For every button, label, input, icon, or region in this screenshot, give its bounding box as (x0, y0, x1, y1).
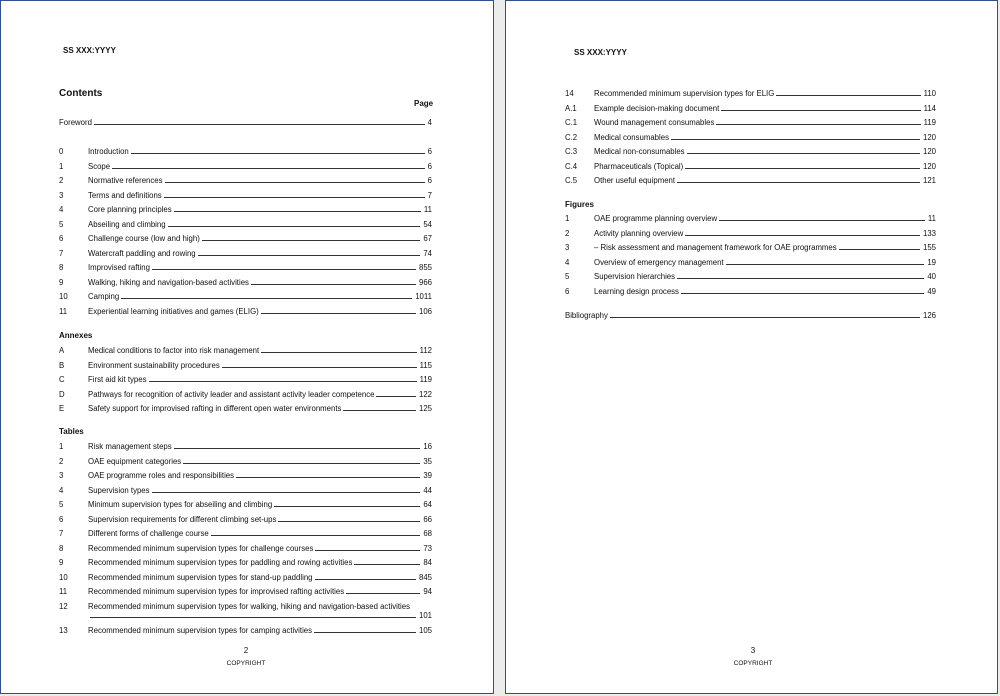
toc-entry-title: Activity planning overview (594, 228, 684, 238)
toc-entry-title: OAE programme roles and responsibilities (88, 471, 235, 481)
annexes-list (59, 346, 432, 419)
toc-entry[interactable] (565, 133, 936, 148)
toc-entry-page: 155 (922, 243, 936, 253)
toc-entry-number: 11 (59, 587, 68, 597)
dot-leader (274, 506, 420, 507)
toc-entry[interactable] (59, 375, 432, 390)
toc-entry[interactable] (59, 292, 432, 307)
toc-entry-page: 966 (418, 277, 432, 287)
tables-list (59, 442, 432, 602)
toc-entry-title: Introduction (88, 147, 129, 156)
dot-leader (726, 264, 925, 265)
dot-leader (685, 235, 920, 236)
toc-entry[interactable] (59, 307, 432, 322)
page-number: 3 (750, 646, 756, 655)
toc-entry-page: 35 (423, 456, 432, 466)
copyright-notice: COPYRIGHT (226, 660, 266, 667)
dot-leader (677, 182, 920, 183)
dot-leader (174, 211, 421, 212)
toc-entry-number: 2 (59, 176, 64, 186)
toc-entry-number: 9 (59, 277, 64, 287)
toc-entry-title: Learning design process (594, 286, 679, 296)
toc-entry[interactable] (59, 205, 432, 220)
toc-entry-title: Camping (88, 292, 120, 302)
toc-entry[interactable] (59, 249, 432, 264)
toc-entry-title: Minimum supervision types for abseiling and climbing (88, 500, 273, 510)
toc-entry-title: Other useful equipment (594, 176, 676, 186)
toc-entry-title: Watercraft paddling and rowing (88, 248, 196, 258)
toc-entry[interactable] (565, 243, 936, 258)
toc-entry-number: C.2 (565, 132, 578, 142)
toc-entry-page: 120 (922, 132, 936, 142)
toc-entry-page: 64 (423, 500, 432, 510)
toc-entry[interactable] (59, 220, 432, 235)
toc-entry-page: 54 (423, 219, 432, 229)
toc-entry-number: E (59, 404, 65, 414)
dot-leader (202, 240, 420, 241)
toc-entry[interactable] (565, 258, 936, 273)
toc-entry-page: 101 (418, 611, 432, 620)
dot-leader (839, 249, 920, 250)
dot-leader (168, 226, 421, 227)
dot-leader (90, 617, 416, 618)
dot-leader (716, 124, 920, 125)
dot-leader (131, 153, 425, 154)
toc-entry[interactable] (59, 486, 432, 501)
toc-entry-title: Core planning principles (88, 205, 172, 215)
toc-entry-page: 855 (418, 263, 432, 273)
toc-entry-foreword[interactable] (59, 118, 432, 127)
toc-entry[interactable] (59, 515, 432, 530)
toc-entry-page: 6 (427, 147, 432, 156)
toc-entry[interactable] (59, 457, 432, 472)
dot-leader (685, 168, 920, 169)
toc-entry-number: 13 (59, 626, 68, 635)
toc-entry-title: – Risk assessment and management framework for OAE programmes (594, 243, 837, 253)
toc-entry-page: 19 (927, 257, 936, 267)
toc-entry[interactable] (59, 602, 432, 626)
toc-entry-number: 10 (59, 292, 68, 302)
toc-entry[interactable] (59, 390, 432, 405)
toc-entry-number: 6 (59, 514, 64, 524)
dot-leader (687, 153, 920, 154)
toc-entry-title: Normative references (88, 176, 163, 186)
document-header: SS XXX:YYYY (63, 46, 116, 55)
toc-entry-title: Foreword (59, 118, 92, 127)
toc-entry-page: 84 (423, 558, 432, 568)
page-number: 2 (243, 646, 249, 655)
toc-entry-title: Different forms of challenge course (88, 529, 209, 539)
toc-entry-title: Pharmaceuticals (Topical) (594, 161, 684, 171)
toc-entry-page: 68 (423, 529, 432, 539)
dot-leader (121, 298, 412, 299)
toc-entry[interactable] (565, 162, 936, 177)
toc-entry-page: 66 (423, 514, 432, 524)
toc-entry[interactable] (59, 191, 432, 206)
dot-leader (315, 579, 416, 580)
toc-entry[interactable] (59, 346, 432, 361)
dot-leader (719, 220, 925, 221)
toc-entry-page: 845 (418, 572, 432, 582)
toc-entry[interactable] (59, 176, 432, 191)
toc-entry-number: 8 (59, 263, 64, 273)
toc-entry-title: Recommended minimum supervision types for ELIG (594, 89, 775, 98)
toc-entry-page: 106 (418, 307, 432, 317)
dot-leader (211, 535, 421, 536)
toc-entry-page: 133 (922, 228, 936, 238)
toc-entry-title: Medical non-consumables (594, 147, 685, 157)
toc-entry-number: 7 (59, 529, 64, 539)
toc-entry[interactable] (59, 544, 432, 559)
toc-entry-title: Bibliography (565, 311, 608, 320)
toc-entry-title: Wound management consumables (594, 118, 715, 128)
toc-entry-page: 67 (423, 234, 432, 244)
toc-entry-page: 122 (418, 389, 432, 399)
toc-entry-page: 114 (923, 103, 936, 113)
toc-entry-number: C.4 (565, 161, 578, 171)
toc-entry[interactable] (565, 214, 936, 229)
toc-entry-page: 6 (427, 176, 432, 186)
toc-entry-title: OAE equipment categories (88, 456, 182, 466)
toc-entry-number: 6 (565, 286, 570, 296)
toc-entry-page: 94 (423, 587, 432, 597)
toc-entry-page: 121 (922, 176, 936, 186)
dot-leader (183, 463, 420, 464)
toc-entry-title: Supervision hierarchies (594, 272, 676, 282)
document-page-right (505, 0, 998, 694)
tables-list-wrapped (59, 602, 432, 641)
toc-entry[interactable] (565, 176, 936, 191)
toc-entry-page: 112 (419, 346, 432, 355)
toc-entry[interactable] (59, 573, 432, 588)
toc-entry[interactable] (565, 147, 936, 162)
toc-entry-page: 7 (427, 190, 432, 200)
toc-entry-number: A.1 (565, 103, 577, 113)
toc-entry-number: 11 (59, 307, 68, 317)
toc-entry-page: 4 (427, 118, 432, 127)
toc-entry[interactable] (59, 162, 432, 177)
toc-entry[interactable] (59, 278, 432, 293)
toc-entry-title: Scope (88, 161, 111, 171)
toc-entry-number: 3 (59, 190, 64, 200)
toc-entry[interactable] (565, 229, 936, 244)
toc-entry[interactable] (59, 147, 432, 162)
toc-entry-title: Recommended minimum supervision types for stand-up paddling (88, 572, 313, 582)
figures-list (565, 214, 936, 301)
toc-entry-number: 1 (565, 214, 570, 223)
toc-entry[interactable] (59, 361, 432, 376)
toc-entry[interactable] (565, 287, 936, 302)
toc-entry-page: 120 (922, 147, 936, 157)
dot-leader (376, 396, 416, 397)
toc-entry-number: 7 (59, 248, 64, 258)
toc-entry-number: 3 (565, 243, 570, 253)
toc-entry-title: Environment sustainability procedures (88, 360, 220, 370)
dot-leader (261, 313, 416, 314)
dot-leader (261, 352, 416, 353)
toc-entry-title: Overview of emergency management (594, 257, 724, 267)
toc-entry-number: 5 (59, 219, 64, 229)
toc-entry[interactable] (59, 626, 432, 641)
toc-entry-number: 1 (59, 161, 64, 171)
toc-entry-title: Risk management steps (88, 442, 172, 451)
copyright-notice: COPYRIGHT (733, 660, 773, 667)
clauses-list (59, 147, 432, 322)
dot-leader (343, 410, 416, 411)
toc-entry-title: Walking, hiking and navigation-based activities (88, 277, 249, 287)
toc-entry-number: 12 (59, 602, 68, 611)
dot-leader (164, 197, 425, 198)
dot-leader (278, 521, 420, 522)
toc-entry-title: Medical consumables (594, 132, 669, 142)
toc-entry-number: C.5 (565, 176, 578, 186)
toc-entry-page: 40 (927, 272, 936, 282)
toc-entry-page: 44 (423, 485, 432, 495)
toc-entry[interactable] (565, 104, 936, 119)
dot-leader (152, 492, 421, 493)
toc-entry-number: 6 (59, 234, 64, 244)
dot-leader (112, 168, 425, 169)
dot-leader (314, 632, 416, 633)
dot-leader (236, 477, 420, 478)
toc-entry-title: Terms and definitions (88, 190, 162, 200)
dot-leader (721, 110, 920, 111)
toc-entry-number: 2 (59, 456, 64, 466)
toc-entry-page: 105 (418, 626, 432, 635)
page-column-heading: Page (414, 99, 434, 108)
toc-entry-number: 3 (59, 471, 64, 481)
toc-entry-page: 119 (419, 375, 432, 385)
tables-heading: Tables (59, 427, 84, 436)
toc-entry-title: Example decision-making document (594, 103, 720, 113)
toc-entry-title: First aid kit types (88, 375, 147, 385)
dot-leader (94, 124, 425, 125)
toc-entry-number: 8 (59, 543, 64, 553)
toc-entry-number: C.1 (565, 118, 578, 128)
toc-entry-page: 73 (423, 543, 432, 553)
toc-entry-number: C.3 (565, 147, 578, 157)
contents-title: Contents (59, 88, 103, 99)
toc-entry[interactable] (59, 263, 432, 278)
toc-entry-title: Challenge course (low and high) (88, 234, 200, 244)
dot-leader (354, 564, 420, 565)
toc-entry-title: Experiential learning initiatives and games (ELIG) (88, 307, 259, 317)
toc-entry-page: 11 (423, 205, 432, 215)
toc-entry-number: 4 (59, 205, 64, 215)
figures-heading: Figures (565, 200, 594, 209)
dot-leader (165, 182, 425, 183)
toc-entry-title: Improvised rafting (88, 263, 150, 273)
dot-leader (315, 550, 420, 551)
toc-entry-page: 39 (423, 471, 432, 481)
toc-entry-page: 120 (922, 161, 936, 171)
toc-entry-title: Safety support for improvised rafting in different open water environments (88, 404, 342, 414)
toc-entry-page: 110 (923, 89, 936, 98)
toc-entry-page: 1011 (415, 292, 432, 302)
toc-entry-number: 4 (565, 257, 570, 267)
toc-entry-page: 126 (922, 311, 936, 320)
toc-entry-title: Abseiling and climbing (88, 219, 166, 229)
toc-entry-number: 10 (59, 572, 68, 582)
document-page-left (0, 0, 494, 694)
toc-entry-title: OAE programme planning overview (594, 214, 718, 223)
dot-leader (677, 278, 924, 279)
toc-entry-title: Recommended minimum supervision types for improvised rafting activities (88, 587, 345, 597)
dot-leader (149, 381, 417, 382)
toc-entry-title: Supervision types (88, 485, 150, 495)
dot-leader (681, 293, 924, 294)
document-header: SS XXX:YYYY (574, 48, 627, 57)
toc-entry-number: D (59, 389, 65, 399)
dot-leader (671, 139, 920, 140)
toc-entry-title: Recommended minimum supervision types for paddling and rowing activities (88, 558, 353, 568)
dot-leader (610, 317, 920, 318)
toc-entry-number: 2 (565, 228, 570, 238)
toc-entry-title: Recommended minimum supervision types for camping activities (88, 626, 313, 635)
dot-leader (152, 269, 416, 270)
toc-entry-page: 16 (423, 442, 432, 451)
toc-entry-number: C (59, 375, 65, 385)
annexes-heading: Annexes (59, 331, 93, 340)
toc-entry[interactable] (59, 404, 432, 419)
toc-entry-title: Supervision requirements for different climbing set-ups (88, 514, 277, 524)
toc-entry-page: 11 (927, 214, 936, 223)
toc-entry[interactable] (59, 587, 432, 602)
toc-entry-bibliography[interactable] (565, 311, 936, 320)
toc-entry-number: 9 (59, 558, 64, 568)
toc-entry-title: Medical conditions to factor into risk management (88, 346, 260, 355)
toc-entry-title: Recommended minimum supervision types for challenge courses (88, 543, 314, 553)
toc-entry-number: B (59, 360, 65, 370)
toc-entry-number: 1 (59, 442, 64, 451)
toc-entry-number: 14 (565, 89, 574, 98)
toc-entry-number: 5 (59, 500, 64, 510)
dot-leader (198, 255, 421, 256)
toc-entry[interactable] (59, 442, 432, 457)
toc-entry-number: 0 (59, 147, 64, 156)
toc-entry-page: 6 (427, 161, 432, 171)
toc-entry[interactable] (59, 234, 432, 249)
dot-leader (346, 593, 420, 594)
toc-entry-page: 115 (419, 360, 432, 370)
toc-entry-number: A (59, 346, 65, 355)
toc-entry[interactable] (565, 118, 936, 133)
toc-entry-page: 119 (923, 118, 936, 128)
toc-entry[interactable] (59, 500, 432, 515)
toc-entry-number: 5 (565, 272, 570, 282)
dot-leader (776, 95, 920, 96)
toc-entry-page: 125 (418, 404, 432, 414)
toc-entry-number: 4 (59, 485, 64, 495)
dot-leader (222, 367, 417, 368)
toc-entry[interactable] (59, 558, 432, 573)
toc-entry[interactable] (565, 272, 936, 287)
toc-entry-title: Recommended minimum supervision types for walking, hiking and navigation-based activities (88, 602, 410, 611)
toc-entry-page: 49 (927, 286, 936, 296)
toc-entry[interactable] (59, 529, 432, 544)
tables-list-continued (565, 89, 936, 191)
toc-entry[interactable] (565, 89, 936, 104)
toc-entry-page: 74 (423, 248, 432, 258)
dot-leader (251, 284, 416, 285)
dot-leader (174, 448, 421, 449)
toc-entry[interactable] (59, 471, 432, 486)
toc-entry-title: Pathways for recognition of activity leader and assistant activity leader competence (88, 389, 375, 399)
